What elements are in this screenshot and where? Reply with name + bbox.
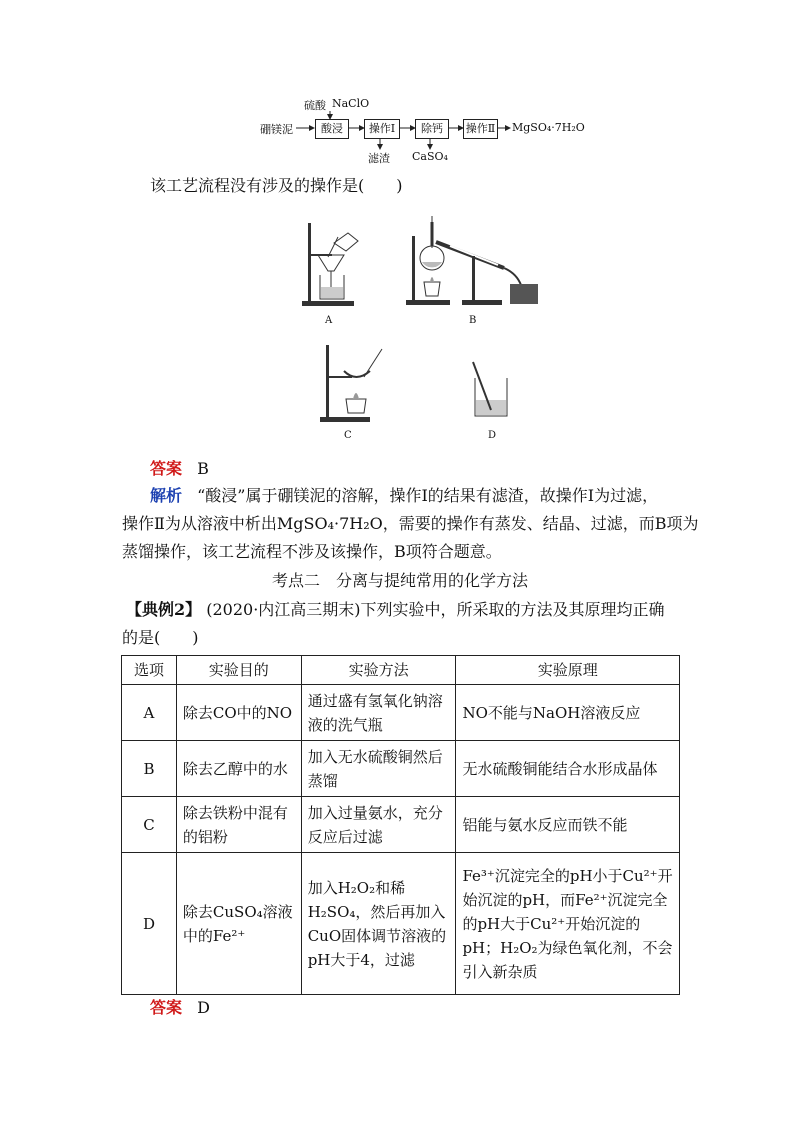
apparatus-b-label: B [469, 315, 477, 326]
analysis-label: 解析 [150, 486, 183, 505]
answer-2 [150, 994, 210, 1022]
table-header-cell: 实验原理 [456, 656, 680, 685]
table-cell-option: A [122, 685, 177, 741]
table-cell-purpose: 除去铁粉中混有的铝粉 [176, 797, 301, 853]
example-tag: 【典例2】 [126, 600, 202, 619]
flow-output-caso4: CaSO₄ [412, 150, 448, 163]
analysis-text-1: “酸浸”属于硼镁泥的溶解，操作Ⅰ的结果有滤渣，故操作Ⅰ为过滤， [197, 486, 659, 505]
flow-product: MgSO₄·7H₂O [512, 121, 585, 134]
table-cell-purpose: 除去乙醇中的水 [176, 741, 301, 797]
table-cell-principle: NO不能与NaOH溶液反应 [456, 685, 680, 741]
table-header-cell: 实验方法 [301, 656, 456, 685]
section-title: 考点二 分离与提纯常用的化学方法 [271, 571, 528, 590]
analysis-line-2: 操作Ⅱ为从溶液中析出MgSO₄·7H₂O，需要的操作有蒸发、结晶、过滤，而B项为 [122, 514, 699, 533]
table-row [122, 741, 680, 797]
table-cell-principle: 铝能与氨水反应而铁不能 [456, 797, 680, 853]
flow-reagent-naclo: NaClO [332, 97, 370, 110]
example-line-1 [126, 596, 665, 624]
table-cell-purpose: 除去CO中的NO [176, 685, 301, 741]
process-flowchart [260, 95, 585, 165]
table-cell-method: 加入H₂O₂和稀H₂SO₄，然后再加入CuO固体调节溶液的pH大于4，过滤 [301, 853, 456, 995]
example-line-2: 的是( ) [122, 628, 199, 647]
answer-1 [150, 455, 209, 483]
apparatus-a-filtration-figure [298, 215, 368, 310]
table-cell-principle: Fe³⁺沉淀完全的pH小于Cu²⁺开始沉淀的pH，而Fe²⁺沉淀完全的pH大于Cu²⁺开始沉淀的pH；H₂O₂为绿色氧化剂，不会引入新杂质 [456, 853, 680, 995]
flow-step-acid-leach: 酸浸 [315, 119, 349, 139]
apparatus-c-label: C [344, 430, 352, 441]
apparatus-c-evaporation-figure [318, 343, 398, 423]
answer-2-value: D [197, 998, 210, 1017]
table-cell-method: 加入无水硫酸铜然后蒸馏 [301, 741, 456, 797]
table-cell-method: 加入过量氨水，充分反应后过滤 [301, 797, 456, 853]
flow-step-operation-2: 操作Ⅱ [463, 119, 498, 139]
example-text-1: (2020·内江高三期末)下列实验中，所采取的方法及其原理均正确 [206, 600, 665, 619]
answer-1-label: 答案 [150, 459, 183, 478]
flow-start: 硼镁泥 [260, 123, 293, 136]
table-cell-method: 通过盛有氢氧化钠溶液的洗气瓶 [301, 685, 456, 741]
flow-step-remove-calcium: 除钙 [415, 119, 449, 139]
flow-step-operation-1: 操作Ⅰ [364, 119, 400, 139]
question-1-text: 该工艺流程没有涉及的操作是( ) [150, 176, 403, 195]
table-header-cell: 实验目的 [176, 656, 301, 685]
apparatus-d-dissolution-figure [465, 358, 515, 422]
table-row [122, 685, 680, 741]
table-cell-principle: 无水硫酸铜能结合水形成晶体 [456, 741, 680, 797]
table-cell-option: D [122, 853, 177, 995]
table-header-cell: 选项 [122, 656, 177, 685]
table-cell-option: B [122, 741, 177, 797]
table-cell-option: C [122, 797, 177, 853]
flow-reagent-acid: 硫酸 [304, 99, 326, 112]
apparatus-b-distillation-figure [404, 208, 544, 308]
analysis-line-1 [150, 482, 658, 510]
table-row [122, 853, 680, 995]
table-cell-purpose: 除去CuSO₄溶液中的Fe²⁺ [176, 853, 301, 995]
experiment-table [121, 655, 680, 995]
answer-2-label: 答案 [150, 998, 183, 1017]
answer-1-value: B [197, 459, 209, 478]
table-header-row [122, 656, 680, 685]
flow-output-residue: 滤渣 [368, 152, 390, 165]
apparatus-a-label: A [325, 315, 333, 326]
apparatus-d-label: D [488, 430, 497, 441]
table-row [122, 797, 680, 853]
analysis-line-3: 蒸馏操作，该工艺流程不涉及该操作，B项符合题意。 [122, 542, 502, 561]
